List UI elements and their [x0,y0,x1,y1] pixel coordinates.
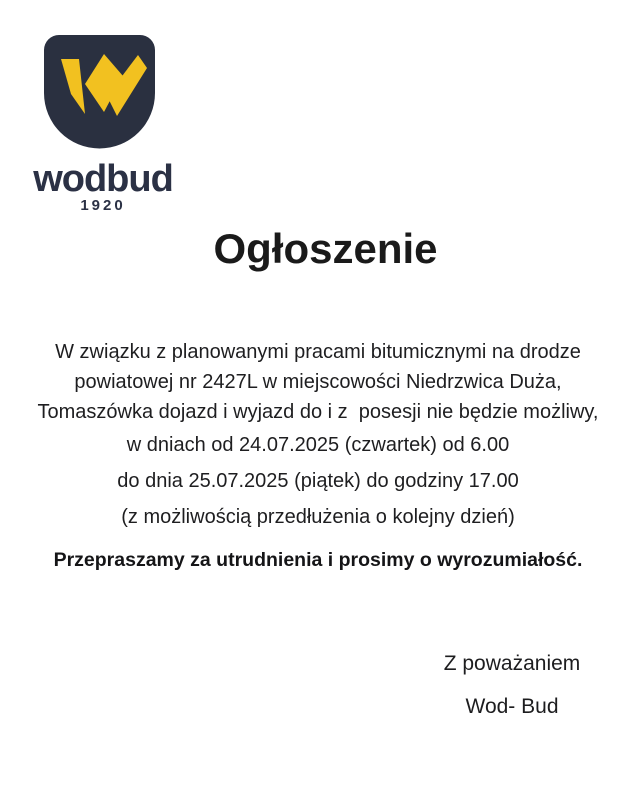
body-line: powiatowej nr 2427L w miejscowości Niedrzwica Duża, [74,371,562,393]
wodbud-shield-icon [42,33,157,152]
logo-year: 1920 [80,197,126,214]
logo-wordmark: wodbud [33,158,173,200]
apology-line: Przepraszamy za utrudnienia i prosimy o wyrozumiałość. [53,549,583,571]
signature-name: Wod- Bud [465,695,559,718]
announcement-title: Ogłoszenie [213,225,438,272]
body-paragraph-intro [8,337,628,427]
signature-closing: Z poważaniem [443,652,581,675]
body-line: Tomaszówka dojazd i wyjazd do i z posesji nie będzie możliwy, [37,401,599,423]
body-line: W związku z planowanymi pracami bitumicznymi na drodze [55,341,581,363]
body-line-date-start: w dniach od 24.07.2025 (czwartek) od 6.00 [126,434,510,456]
wodbud-logo [0,0,230,230]
body-paragraph-dates [8,427,628,535]
announcement-body [8,337,628,578]
body-line-date-end: do dnia 25.07.2025 (piątek) do godziny 17.00 [117,470,519,492]
body-line-extension: (z możliwością przedłużenia o kolejny dzień) [121,506,515,528]
signature-block [437,652,587,719]
